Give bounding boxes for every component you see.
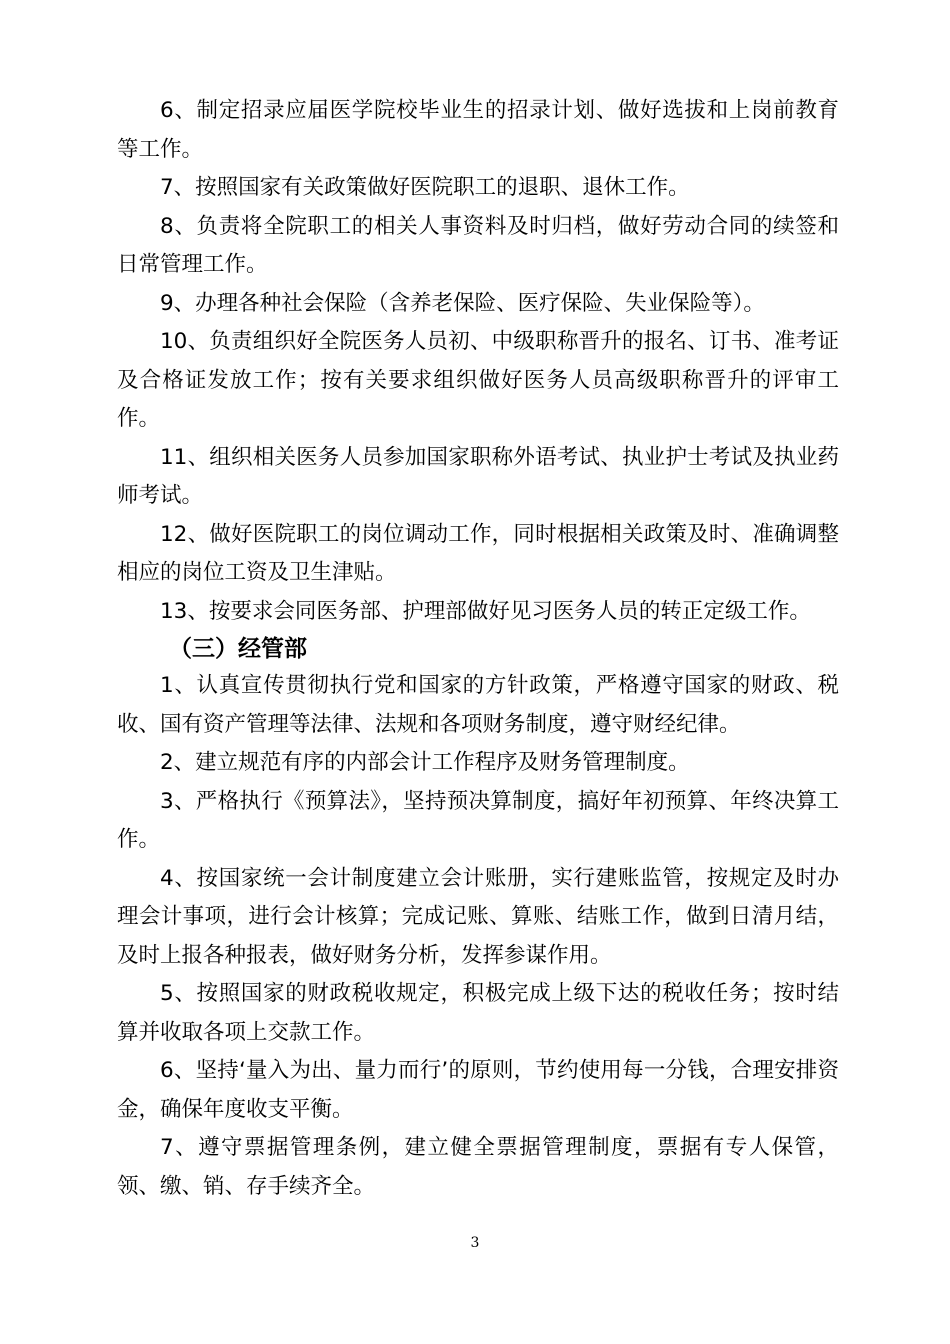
paragraph: 9、办理各种社会保险（含养老保险、医疗保险、失业保险等）。	[160, 290, 765, 316]
paragraph: 5、按照国家的财政税收规定，积极完成上级下达的税收任务；按时结算并收取各项上交款工作。	[117, 981, 839, 1045]
paragraph: 3、严格执行《预算法》，坚持预决算制度，搞好年初预算、年终决算工作。	[117, 788, 839, 852]
paragraph: 7、按照国家有关政策做好医院职工的退职、退休工作。	[160, 175, 690, 200]
paragraph: 6、制定招录应届医学院校毕业生的招录计划、做好选拔和上岗前教育等工作。	[117, 98, 839, 162]
paragraph: 8、负责将全院职工的相关人事资料及时归档，做好劳动合同的续签和日常管理工作。	[117, 213, 839, 277]
document-body	[117, 92, 839, 1206]
paragraph: 6、坚持‘量入为出、量力而行’的原则，节约使用每一分钱，合理安排资金，确保年度收支平衡。	[117, 1058, 839, 1122]
paragraph: 12、做好医院职工的岗位调动工作，同时根据相关政策及时、准确调整相应的岗位工资及卫生津贴。	[117, 521, 839, 585]
page-number: 3	[470, 1235, 480, 1251]
paragraph: 13、按要求会同医务部、护理部做好见习医务人员的转正定级工作。	[160, 598, 811, 624]
paragraph: 4、按国家统一会计制度建立会计账册，实行建账监管，按规定及时办理会计事项，进行会计核算；完成记账、算账、结账工作，做到日清月结，及时上报各种报表，做好财务分析，发挥参谋作用。	[117, 865, 839, 968]
paragraph: 10、负责组织好全院医务人员初、中级职称晋升的报名、订书、准考证及合格证发放工作；按有关要求组织做好医务人员高级职称晋升的评审工作。	[117, 329, 839, 431]
paragraph: 1、认真宣传贯彻执行党和国家的方针政策，严格遵守国家的财政、税收、国有资产管理等法律、法规和各项财务制度，遵守财经纪律。	[117, 673, 839, 737]
paragraph: 11、组织相关医务人员参加国家职称外语考试、执业护士考试及执业药师考试。	[117, 444, 839, 508]
section-heading: （三）经管部	[169, 636, 307, 662]
paragraph: 7、遵守票据管理条例，建立健全票据管理制度，票据有专人保管，领、缴、销、存手续齐全。	[117, 1135, 839, 1199]
paragraph: 2、建立规范有序的内部会计工作程序及财务管理制度。	[160, 750, 690, 775]
